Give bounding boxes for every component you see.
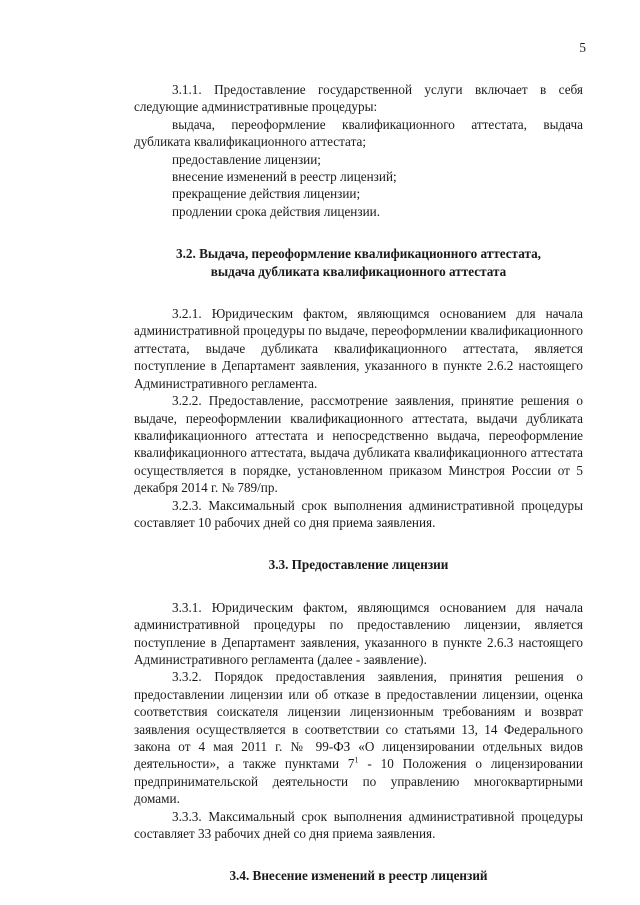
paragraph-3-3-3: 3.3.3. Максимальный срок выполнения административной процедуры составляет 33 рабочих дней со дня приема заявления.	[134, 808, 583, 842]
section-3-3-heading: 3.3. Предоставление лицензии	[268, 557, 449, 573]
paragraph-3-3-2-part2: - 10 Положения о лицензировании предпринимательской деятельности по управлению многоквартирными домами.	[134, 756, 583, 807]
section-3-2-heading	[134, 245, 583, 280]
document-body	[134, 81, 583, 885]
paragraph-3-3-1: 3.3.1. Юридическим фактом, являющимся основанием для начала административной процедуры по предоставлению лицензии, является поступление в Департамент заявления, указанного в пункте 2.6.3 настоящего Административного регламента (далее - заявление).	[134, 599, 583, 667]
paragraph-3-2-2: 3.2.2. Предоставление, рассмотрение заявления, принятие решения о выдаче, переоформлении квалификационного аттестата, выдачи дубликата квалификационного аттестата и непосредственно выдача, переоформление квалификационного аттестата, выдача дубликата квалификационного аттестата осуществляется в порядке, установленном приказом Минстроя России от 5 декабря 2014 г. № 789/пр.	[134, 393, 583, 496]
list-item: выдача, переоформление квалификационного аттестата, выдача дубликата квалификационного аттестата;	[134, 116, 583, 150]
section-3-4-heading: 3.4. Внесение изменений в реестр лицензий	[229, 868, 488, 884]
superscript: 1	[354, 756, 359, 766]
paragraph-3-2-3: 3.2.3. Максимальный срок выполнения административной процедуры составляет 10 рабочих дней со дня приема заявления.	[134, 497, 583, 530]
paragraph-3-3-2-part1: 3.3.2. Порядок предоставления заявления, принятия решения о предоставлении лицензии или об отказе в предоставлении лицензии, оценка соответствия соискателя лицензии лицензионным требованиям и возврат заявления осуществляется в соответствии со статьями 13, 14 Федерального закона от 4 мая 2011 г. № 99-ФЗ «О лицензировании отдельных видов деятельности», а также пунктами 7	[134, 669, 583, 772]
section-3-1	[134, 81, 583, 220]
list-item: прекращение действия лицензии;	[172, 186, 361, 202]
paragraph-3-3-2	[134, 668, 583, 807]
section-3-2-title-line2: выдача дубликата квалификационного аттестата	[210, 263, 507, 279]
paragraph-3-1-1: 3.1.1. Предоставление государственной услуги включает в себя следующие административные процедуры:	[134, 82, 583, 115]
paragraph-3-2-1: 3.2.1. Юридическим фактом, являющимся основанием для начала административной процедуры по выдаче, переоформлении квалификационного аттестата, выдаче дубликата квалификационного аттестата, является поступление в Департамент заявления, указанного в пункте 2.6.2 настоящего Административного регламента.	[134, 306, 583, 391]
list-item: продлении срока действия лицензии.	[172, 203, 380, 219]
list-item: внесение изменений в реестр лицензий;	[172, 169, 397, 185]
page-number: 5	[579, 40, 586, 55]
section-3-2-title-line1: 3.2. Выдача, переоформление квалификационного аттестата,	[176, 246, 541, 262]
list-item: предоставление лицензии;	[172, 151, 321, 167]
